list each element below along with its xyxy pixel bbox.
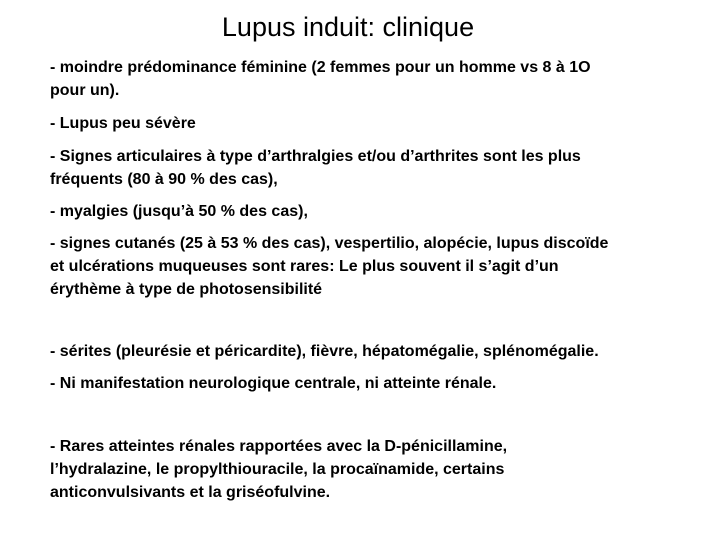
paragraph-female-predominance bbox=[50, 56, 690, 102]
paragraph-line: - Rares atteintes rénales rapportées avec la D-pénicillamine, bbox=[50, 438, 508, 455]
paragraph-line: anticonvulsivants et la griséofulvine. bbox=[50, 484, 331, 501]
paragraph-mild-lupus bbox=[50, 112, 690, 135]
paragraph-line: - Ni manifestation neurologique centrale, ni atteinte rénale. bbox=[50, 375, 497, 392]
paragraph-line: - Signes articulaires à type d’arthralgies et/ou d’arthrites sont les plus bbox=[50, 148, 581, 165]
paragraph-line: - moindre prédominance féminine (2 femmes pour un homme vs 8 à 1O bbox=[50, 59, 591, 76]
paragraph-line: fréquents (80 à 90 % des cas), bbox=[50, 171, 278, 188]
paragraph-line: - sérites (pleurésie et péricardite), fièvre, hépatomégalie, splénomégalie. bbox=[50, 343, 599, 360]
paragraph-line: érythème à type de photosensibilité bbox=[50, 281, 323, 298]
paragraph-line: pour un). bbox=[50, 82, 120, 99]
paragraph-skin-signs bbox=[50, 232, 690, 301]
paragraph-myalgia bbox=[50, 200, 690, 223]
paragraph-rare-renal bbox=[50, 435, 690, 504]
paragraph-line: - signes cutanés (25 à 53 % des cas), vespertilio, alopécie, lupus discoïde bbox=[50, 235, 609, 252]
paragraph-line: - myalgies (jusqu’à 50 % des cas), bbox=[50, 203, 308, 220]
paragraph-line: l’hydralazine, le propylthiouracile, la procaïnamide, certains bbox=[50, 461, 505, 478]
slide-title: Lupus induit: clinique bbox=[221, 12, 475, 42]
paragraph-serositis bbox=[50, 340, 690, 363]
paragraph-no-neuro-renal bbox=[50, 372, 690, 395]
paragraph-line: - Lupus peu sévère bbox=[50, 115, 196, 132]
paragraph-line: et ulcérations muqueuses sont rares: Le plus souvent il s’agit d’un bbox=[50, 258, 559, 275]
paragraph-joint-signs bbox=[50, 145, 690, 191]
